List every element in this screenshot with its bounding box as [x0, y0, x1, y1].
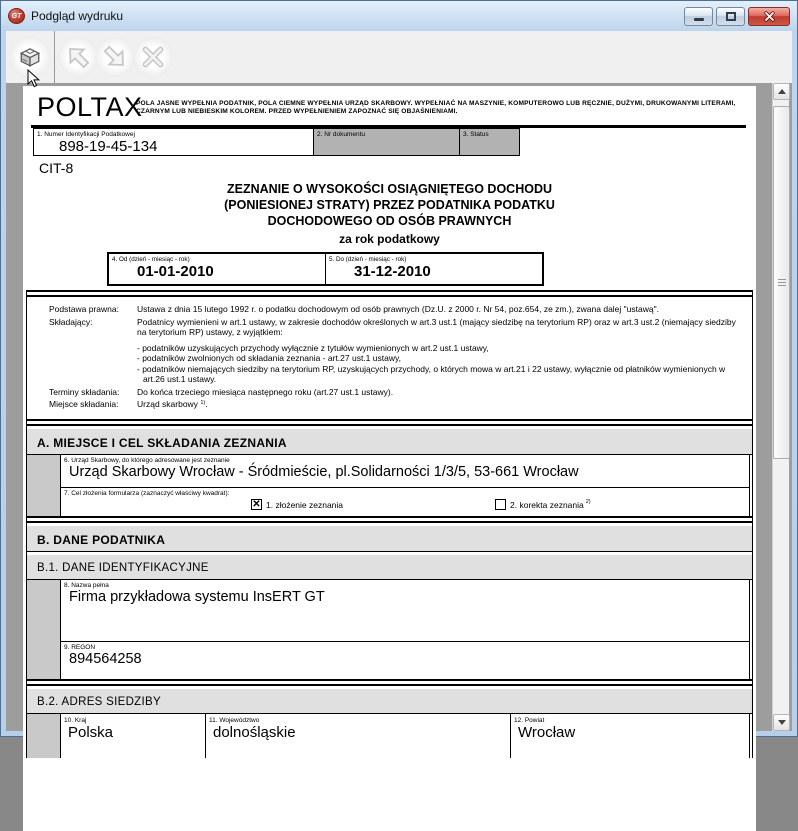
legal-bullet: - podatników zwolnionych od składania zeznania - art.27 ust.1 ustawy, [137, 353, 401, 363]
field-value: dolnośląskie [213, 724, 296, 741]
field-label: 12. Powiat [514, 716, 545, 724]
form-header-note: POLA JASNE WYPEŁNIA PODATNIK, POLA CIEMNE WYPEŁNIA URZĄD SKARBOWY. WYPEŁNIAĆ NA MASZYNIE, KOMPUTEROWO LUB RĘCZNIE, DUŻYMI, DRUKOWANYMI LITERAMI, CZARNYM LUB NIEBIESKIM KOLOREM. PRZED WYPEŁNIENIEM ZAPOZNAĆ SIĘ OBJAŚNIENIAMI. [136, 100, 736, 116]
field-label: 10. Kraj [64, 716, 87, 724]
arrow-down-right-icon [100, 42, 130, 72]
legal-text-intro: Podatnicy wymienieni w art.1 ustawy, w zakresie dochodów określonych w art.3 ust.1 (mający siedzibę na terytorium RP) oraz w art.3 ust.2 (niemający siedziby na terytorium RP) ustawy, z wyjątkiem: [137, 316, 736, 337]
scroll-down-button[interactable] [773, 714, 790, 731]
section-a-content [27, 455, 752, 516]
checkbox-korekta-zeznania [495, 499, 506, 510]
divider-double [27, 679, 752, 686]
close-button[interactable] [748, 7, 790, 26]
arrow-up-left-icon [63, 42, 93, 72]
field-date-from [109, 254, 325, 284]
field-urzad-skarbowy [61, 455, 749, 488]
field-label: 7. Cel złożenia formularza (zaznaczyć właściwy kwadrat): [64, 489, 230, 497]
maximize-icon [726, 12, 736, 21]
form-page [23, 86, 756, 831]
scroll-up-button[interactable] [773, 83, 790, 100]
form-body [26, 290, 753, 758]
section-a-header: A. MIEJSCE I CEL SKŁADANIA ZEZNANIA [27, 429, 752, 455]
close-icon [763, 10, 776, 23]
field-nazwa-pelna [61, 580, 749, 642]
titlebar[interactable] [1, 1, 797, 31]
field-label: 9. REGON [64, 643, 96, 651]
field-nip [33, 128, 314, 156]
section-b-header: B. DANE PODATNIKA [27, 526, 752, 552]
minimize-icon [694, 18, 704, 21]
divider-double [27, 419, 752, 426]
field-powiat [511, 714, 749, 758]
footnote-sup: 1) [200, 400, 206, 406]
legal-label: Składający: [49, 316, 93, 327]
insert-gt-app-icon: GT [8, 8, 25, 24]
legal-text: Ustawa z dnia 15 lutego 1992 r. o podatku dochodowym od osób prawnych (Dz.U. z 2000 r. Nr 54, poz.654, ze zm.), zwana dalej "ustawą". [137, 304, 659, 314]
poltax-brand: POLTAX [37, 92, 143, 122]
field-label: 4. Od (dzień - miesiąc - rok) [112, 256, 190, 263]
legal-row-skladajacy [49, 317, 742, 385]
form-title-line2: (PONIESIONEJ STRATY) PRZEZ PODATNIKA PODATKU [224, 198, 555, 212]
field-value: 898-19-45-134 [59, 137, 158, 155]
field-value: 01-01-2010 [137, 262, 214, 280]
form-title-line3: DOCHODOWEGO OD OSÓB PRAWNYCH [267, 214, 512, 228]
next-page-button [95, 37, 135, 77]
checkbox-zlozenie-zeznania: ✕ [252, 499, 261, 510]
legal-info [27, 297, 752, 419]
window-controls [684, 7, 790, 26]
option-label: 1. złożenie zeznania [266, 499, 344, 510]
field-value: Wrocław [518, 724, 576, 741]
id-fields-row [33, 128, 520, 156]
left-strip [27, 714, 61, 758]
field-regon [61, 642, 749, 679]
toolbar [6, 31, 792, 83]
field-label: 8. Nazwa pełna [64, 581, 109, 589]
legal-text: Do końca trzeciego miesiąca następnego roku (art.27 ust.1 ustawy). [137, 386, 394, 397]
x-icon [138, 42, 168, 72]
option-label: 2. korekta zeznania [510, 499, 584, 510]
divider-double [27, 516, 752, 523]
triangle-up-icon [778, 89, 786, 94]
document-area [6, 83, 792, 741]
field-kraj [61, 714, 206, 758]
legal-row-terminy [49, 387, 742, 398]
legal-text-part: Urząd skarbowy [137, 399, 198, 409]
section-b1-content [27, 580, 752, 679]
minimize-button[interactable] [684, 7, 713, 26]
legal-text-end: . [205, 399, 208, 409]
field-label: 1. Numer Identyfikacji Podatkowej [37, 131, 135, 138]
section-b1-header: B.1. DANE IDENTYFIKACYJNE [27, 555, 752, 580]
section-b2-header: B.2. ADRES SIEDZIBY [27, 689, 752, 714]
left-strip [27, 580, 61, 679]
field-value: 894564258 [69, 651, 142, 667]
field-status [460, 128, 520, 156]
legal-label: Podstawa prawna: [49, 304, 119, 314]
divider-double [27, 290, 752, 297]
field-label: 3. Status [463, 131, 489, 138]
footnote-sup: 2) [585, 498, 591, 505]
option-zlozenie-zeznania [251, 499, 343, 510]
form-title-line1: ZEZNANIE O WYSOKOŚCI OSIĄGNIĘTEGO DOCHODU [226, 182, 553, 196]
section-b2-content [27, 714, 752, 758]
thumb-grip [778, 285, 786, 286]
close-preview-button [133, 37, 173, 77]
form-symbol: CIT-8 [39, 160, 74, 176]
field-value: Urząd Skarbowy Wrocław - Śródmieście, pl.Solidarności 1/3/5, 53-661 Wrocław [69, 464, 579, 480]
thumb-grip [778, 279, 786, 280]
toolbar-separator [54, 31, 55, 83]
legal-bullets [137, 343, 742, 385]
field-nr-dokumentu [314, 128, 460, 156]
thumb-grip [778, 282, 786, 283]
field-value: Polska [68, 724, 114, 741]
field-label: 2. Nr dokumentu [317, 131, 366, 138]
field-label: 11. Województwo [209, 716, 260, 724]
field-wojewodztwo [206, 714, 511, 758]
mouse-cursor-icon [27, 69, 41, 89]
legal-label: Terminy składania: [49, 386, 120, 397]
legal-text [137, 399, 742, 412]
legal-row-miejsce [49, 399, 742, 412]
field-label: 5. Do (dzień - miesiąc - rok) [329, 256, 407, 263]
field-label: 6. Urząd Skarbowy, do którego adresowane jest zeznanie [64, 456, 230, 464]
maximize-button[interactable] [716, 7, 745, 26]
legal-row-podstawa [49, 304, 742, 315]
previous-page-button [58, 37, 98, 77]
left-strip [27, 455, 61, 516]
tax-year-row [107, 252, 544, 286]
printer-icon [15, 42, 45, 72]
legal-bullet: - podatników niemających siedziby na terytorium RP, uzyskujących przychody, o których mowa w art.21 i 22 ustawy, wyłącznie od płatników wymienionych w art.26 ust.1 ustawy. [137, 363, 726, 384]
legal-text [137, 317, 742, 385]
form-subtitle: za rok podatkowy [339, 232, 440, 246]
window-title: Podgląd wydruku [31, 9, 124, 23]
field-value: Firma przykładowa systemu InsERT GT [69, 589, 325, 605]
field-value: 31-12-2010 [354, 262, 431, 280]
legal-bullet: - podatników uzyskujących przychody wyłącznie z tytułów wymienionych w art.2 ust.1 ustawy, [137, 342, 489, 353]
legal-label: Miejsce składania: [49, 399, 119, 409]
option-korekta-zeznania [495, 499, 591, 510]
field-date-to [325, 254, 542, 284]
triangle-down-icon [778, 720, 786, 725]
scroll-thumb[interactable] [773, 106, 790, 459]
field-cel-zlozenia [61, 488, 749, 516]
vertical-scrollbar[interactable] [772, 83, 789, 731]
